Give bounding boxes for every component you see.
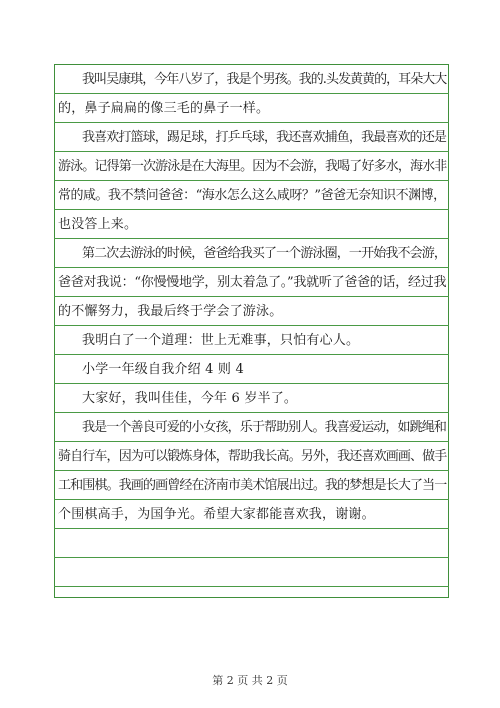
- section-title: 小学一年级自我介绍 4 则 4: [82, 362, 244, 377]
- ruled-line: [54, 586, 449, 587]
- ruled-line: [54, 209, 449, 210]
- ruled-line: [54, 267, 449, 268]
- text-line: 第二次去游泳的时候，爸爸给我买了一个游泳圈，一开始我不会游，: [82, 246, 447, 261]
- ruled-line: [54, 238, 449, 239]
- ruled-line: [54, 499, 449, 500]
- ruled-line: [54, 122, 449, 123]
- page-footer: 第 2 页 共 2 页: [212, 674, 288, 687]
- text-line: 骑自行车，因为可以锻炼身体，帮助我长高。另外，我还喜欢画画、做手: [58, 449, 447, 464]
- ruled-line: [54, 441, 449, 442]
- ruled-line: [54, 151, 449, 152]
- text-line: 我是一个善良可爱的小女孩，乐于帮助别人。我喜爱运动，如跳绳和: [82, 420, 447, 435]
- ruled-line: [54, 296, 449, 297]
- text-line: 个围棋高手，为国争光。希望大家都能喜欢我，谢谢。: [58, 507, 375, 522]
- text-line: 我叫吴康琪，今年八岁了，我是个男孩。我的.头发黄黄的，耳朵大大: [82, 72, 447, 87]
- ruled-line: [54, 93, 449, 94]
- text-line: 工和围棋。我画的画曾经在济南市美术馆展出过。我的梦想是长大了当一: [58, 478, 447, 493]
- text-line: 我明白了一个道理：世上无难事，只怕有心人。: [82, 333, 360, 348]
- ruled-line: [54, 180, 449, 181]
- ruled-line: [54, 354, 449, 355]
- text-line: 的不懈努力，我最后终于学会了游泳。: [58, 304, 283, 319]
- text-line: 的，鼻子扁扁的像三毛的鼻子一样。: [58, 101, 270, 116]
- text-line: 游泳。记得第一次游泳是在大海里。因为不会游，我喝了好多水，海水非: [58, 159, 447, 174]
- text-line: 常的咸。我不禁问爸爸：“海水怎么这么咸呀？”爸爸无奈知识不渊博，: [58, 188, 446, 203]
- ruled-line: [54, 557, 449, 558]
- ruled-line: [54, 470, 449, 471]
- text-line: 我喜欢打篮球，踢足球，打乒乓球，我还喜欢捕鱼，我最喜欢的还是: [82, 130, 447, 145]
- text-line: 也没答上来。: [58, 217, 138, 232]
- ruled-line: [54, 383, 449, 384]
- ruled-line: [54, 325, 449, 326]
- text-line: 爸爸对我说：“你慢慢地学，别太着急了。”我就听了爸爸的话，经过我: [58, 275, 447, 290]
- ruled-line: [54, 412, 449, 413]
- ruled-line: [54, 528, 449, 529]
- text-line: 大家好，我叫佳佳，今年 6 岁半了。: [82, 391, 298, 406]
